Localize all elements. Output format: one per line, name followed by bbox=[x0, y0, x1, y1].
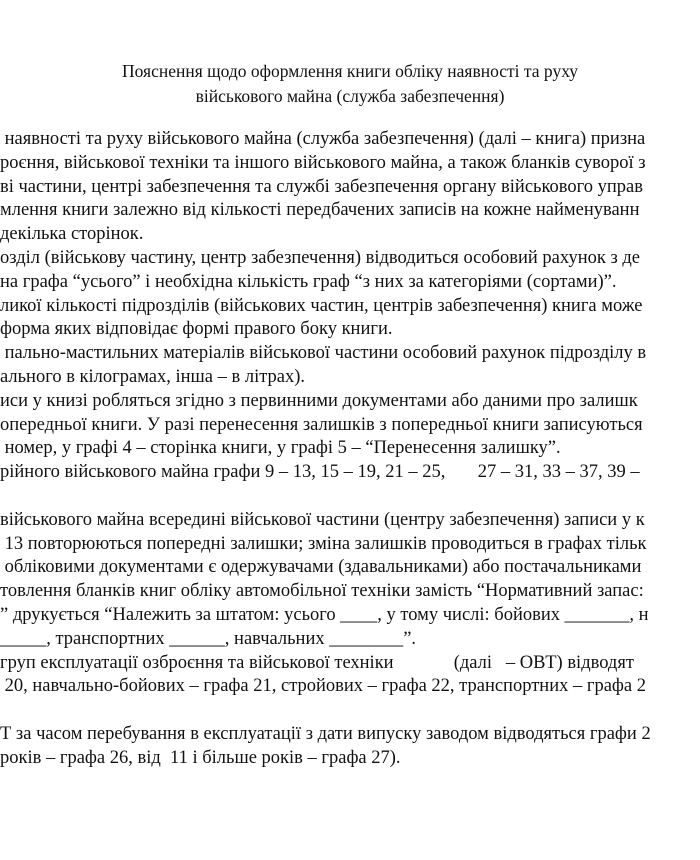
body-line: ликої кількості підрозділів (військових частин, центрів забезпечення) книга може bbox=[0, 295, 643, 316]
body-line: декілька сторінок. bbox=[0, 224, 144, 245]
body-line: форма яких відповідає формі правого боку книги. bbox=[0, 319, 393, 340]
body-line: років – графа 26, від 11 і більше років – графа 27). bbox=[0, 747, 401, 768]
document-body bbox=[0, 128, 700, 771]
body-line: роєння, військової техніки та іншого військового майна, а також бланків суворої з bbox=[0, 152, 646, 173]
body-line: військового майна всередині військової частини (центру забезпечення) записи у к bbox=[0, 509, 645, 530]
body-line: 13 повторюються попередні залишки; зміна залишків проводиться в графах тільк bbox=[0, 533, 647, 554]
body-line: ального в кілограмах, інша – в літрах). bbox=[0, 366, 306, 387]
body-line: на графа “усього” і необхідна кількість граф “з них за категоріями (сортами)”. bbox=[0, 271, 617, 292]
body-line: млення книги залежно від кількості передбачених записів на кожне найменуванн bbox=[0, 200, 640, 221]
body-line: груп експлуатації озброєння та військової техніки (далі – ОВТ) відводят bbox=[0, 652, 634, 673]
body-line-blank bbox=[0, 699, 700, 723]
body-line: наявності та руху військового майна (служба забезпечення) (далі – книга) призна bbox=[0, 129, 646, 149]
body-line: иси у книзі робляться згідно з первинними документами або даними про залишк bbox=[0, 390, 638, 411]
document-title-line-2: військового майна (служба забезпечення) bbox=[195, 86, 505, 106]
body-line: пально-мастильних матеріалів військової частини особовий рахунок підрозділу в bbox=[0, 343, 647, 364]
body-line: номер, у графі 4 – сторінка книги, у графі 5 – “Перенесення залишку”. bbox=[0, 438, 561, 459]
body-line-blank bbox=[0, 485, 700, 509]
body-line: ві частини, центрі забезпечення та службі забезпечення органу військового управ bbox=[0, 176, 643, 197]
body-line: 20, навчально-бойових – графа 21, стройових – графа 22, транспортних – графа 2 bbox=[0, 676, 646, 697]
body-line: обліковими документами є одержувачами (здавальниками) або постачальниками bbox=[0, 557, 642, 578]
body-line: товлення бланків книг обліку автомобільної техніки замість “Нормативний запас: bbox=[0, 581, 644, 602]
body-line: _____, транспортних ______, навчальних ________”. bbox=[0, 628, 417, 649]
body-line: ” друкується “Належить за штатом: усього ____, у тому числі: бойових _______, н bbox=[0, 604, 649, 625]
body-line: опередньої книги. У разі перенесення залишків з попередньої книги записуються bbox=[0, 414, 643, 435]
body-line: Т за часом перебування в експлуатації з дати випуску заводом відводяться графи 2 bbox=[0, 723, 651, 744]
body-line: озділ (військову частину, центр забезпечення) відводиться особовий рахунок з де bbox=[0, 247, 641, 268]
body-line: рійного військового майна графи 9 – 13, 15 – 19, 21 – 25, 27 – 31, 33 – 37, 39 – bbox=[0, 462, 640, 483]
document-title-line-1: Пояснення щодо оформлення книги обліку наявності та руху bbox=[121, 61, 579, 81]
